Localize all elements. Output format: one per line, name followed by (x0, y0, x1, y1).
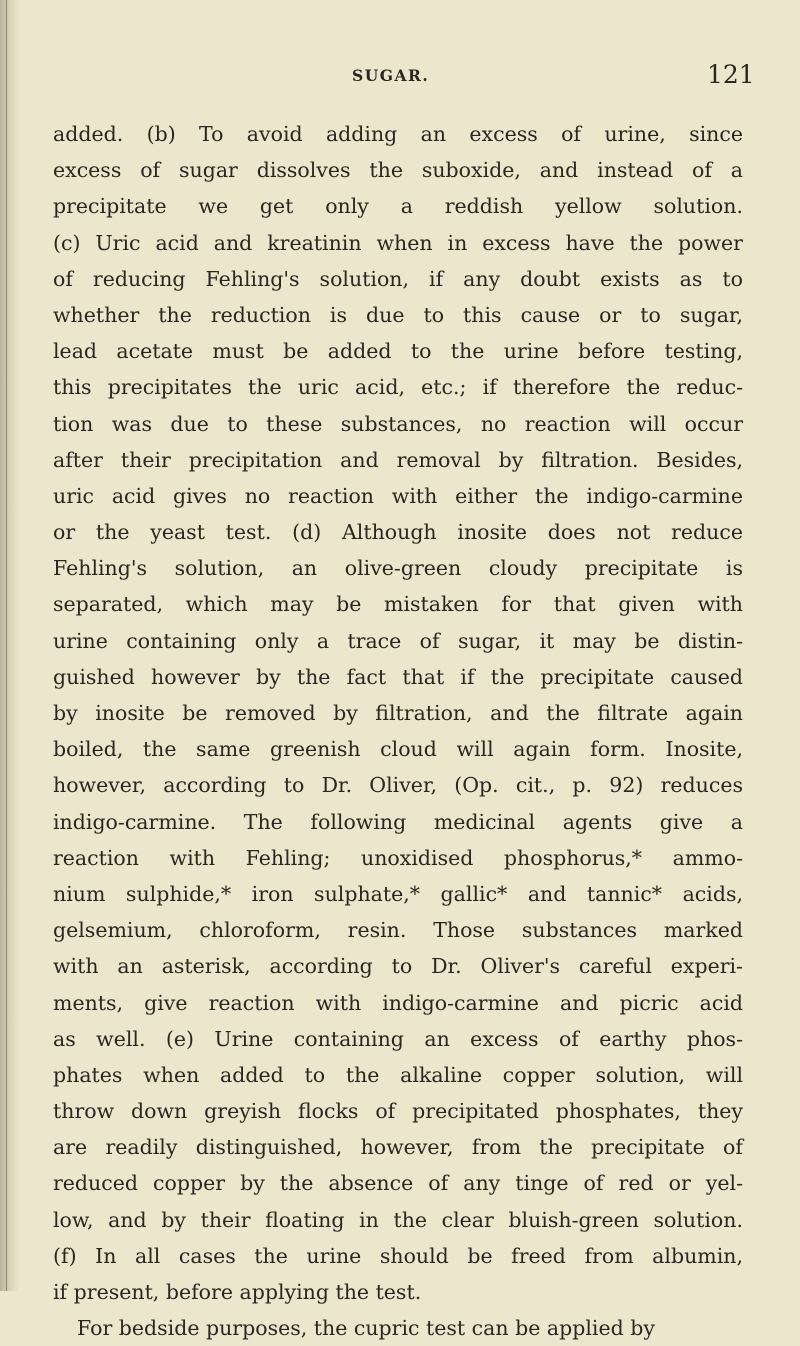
running-head: SUGAR. (352, 66, 430, 85)
text-line: whether the reduction is due to this cause or to sugar, (53, 302, 743, 327)
paragraph (53, 116, 743, 1310)
page-number: 121 (707, 60, 755, 89)
text-line: as well. (e) Urine containing an excess of earthy phos- (53, 1026, 743, 1051)
book-spine-edge (0, 0, 20, 1291)
text-line: throw down greyish flocks of precipitated phosphates, they (53, 1099, 743, 1124)
text-line: are readily distinguished, however, from the precipitate of (53, 1135, 743, 1160)
body-text (53, 116, 743, 1346)
text-line: indigo-carmine. The following medicinal agents give a (53, 809, 743, 834)
text-line: of reducing Fehling's solution, if any doubt exists as to (53, 266, 743, 291)
paragraph (53, 1310, 743, 1346)
text-line: added. (b) To avoid adding an excess of urine, since (53, 122, 743, 146)
text-line: urine containing only a trace of sugar, it may be distin- (53, 628, 743, 653)
text-line: reaction with Fehling; unoxidised phosphorus,* ammo- (53, 845, 743, 870)
text-line: this precipitates the uric acid, etc.; if therefore the reduc- (53, 375, 743, 400)
text-line: lead acetate must be added to the urine before testing, (53, 339, 743, 364)
text-line: if present, before applying the test. (53, 1280, 422, 1304)
text-line: ments, give reaction with indigo-carmine and picric acid (53, 990, 743, 1015)
text-line: precipitate we get only a reddish yellow solution. (53, 194, 743, 219)
text-line: or the yeast test. (d) Although inosite does not reduce (53, 520, 743, 545)
text-line: excess of sugar dissolves the suboxide, and instead of a (53, 158, 743, 183)
text-line: after their precipitation and removal by filtration. Besides, (53, 447, 743, 472)
text-line: with an asterisk, according to Dr. Oliver's careful experi- (53, 954, 743, 979)
text-line: reduced copper by the absence of any tinge of red or yel- (53, 1171, 743, 1196)
text-line: phates when added to the alkaline copper solution, will (53, 1062, 743, 1087)
text-line: low, and by their floating in the clear bluish-green solution. (53, 1207, 743, 1232)
text-line: however, according to Dr. Oliver, (Op. cit., p. 92) reduces (53, 773, 743, 798)
text-line: (f) In all cases the urine should be freed from albumin, (53, 1243, 743, 1268)
page-header (0, 58, 800, 98)
text-line: Fehling's solution, an olive-green cloudy precipitate is (53, 556, 743, 581)
text-line: (c) Uric acid and kreatinin when in excess have the power (53, 230, 743, 255)
text-line: For bedside purposes, the cupric test can be applied by (77, 1316, 655, 1341)
text-line: uric acid gives no reaction with either the indigo-carmine (53, 483, 743, 508)
spine-fold-line (6, 0, 7, 1291)
text-line: tion was due to these substances, no reaction will occur (53, 411, 743, 436)
text-line: separated, which may be mistaken for that given with (53, 592, 743, 617)
text-line: boiled, the same greenish cloud will again form. Inosite, (53, 737, 743, 762)
text-line: by inosite be removed by filtration, and the filtrate again (53, 701, 743, 725)
text-line: gelsemium, chloroform, resin. Those substances marked (53, 918, 743, 943)
text-line: guished however by the fact that if the precipitate caused (53, 664, 743, 689)
text-line: nium sulphide,* iron sulphate,* gallic* and tannic* acids, (53, 881, 743, 906)
